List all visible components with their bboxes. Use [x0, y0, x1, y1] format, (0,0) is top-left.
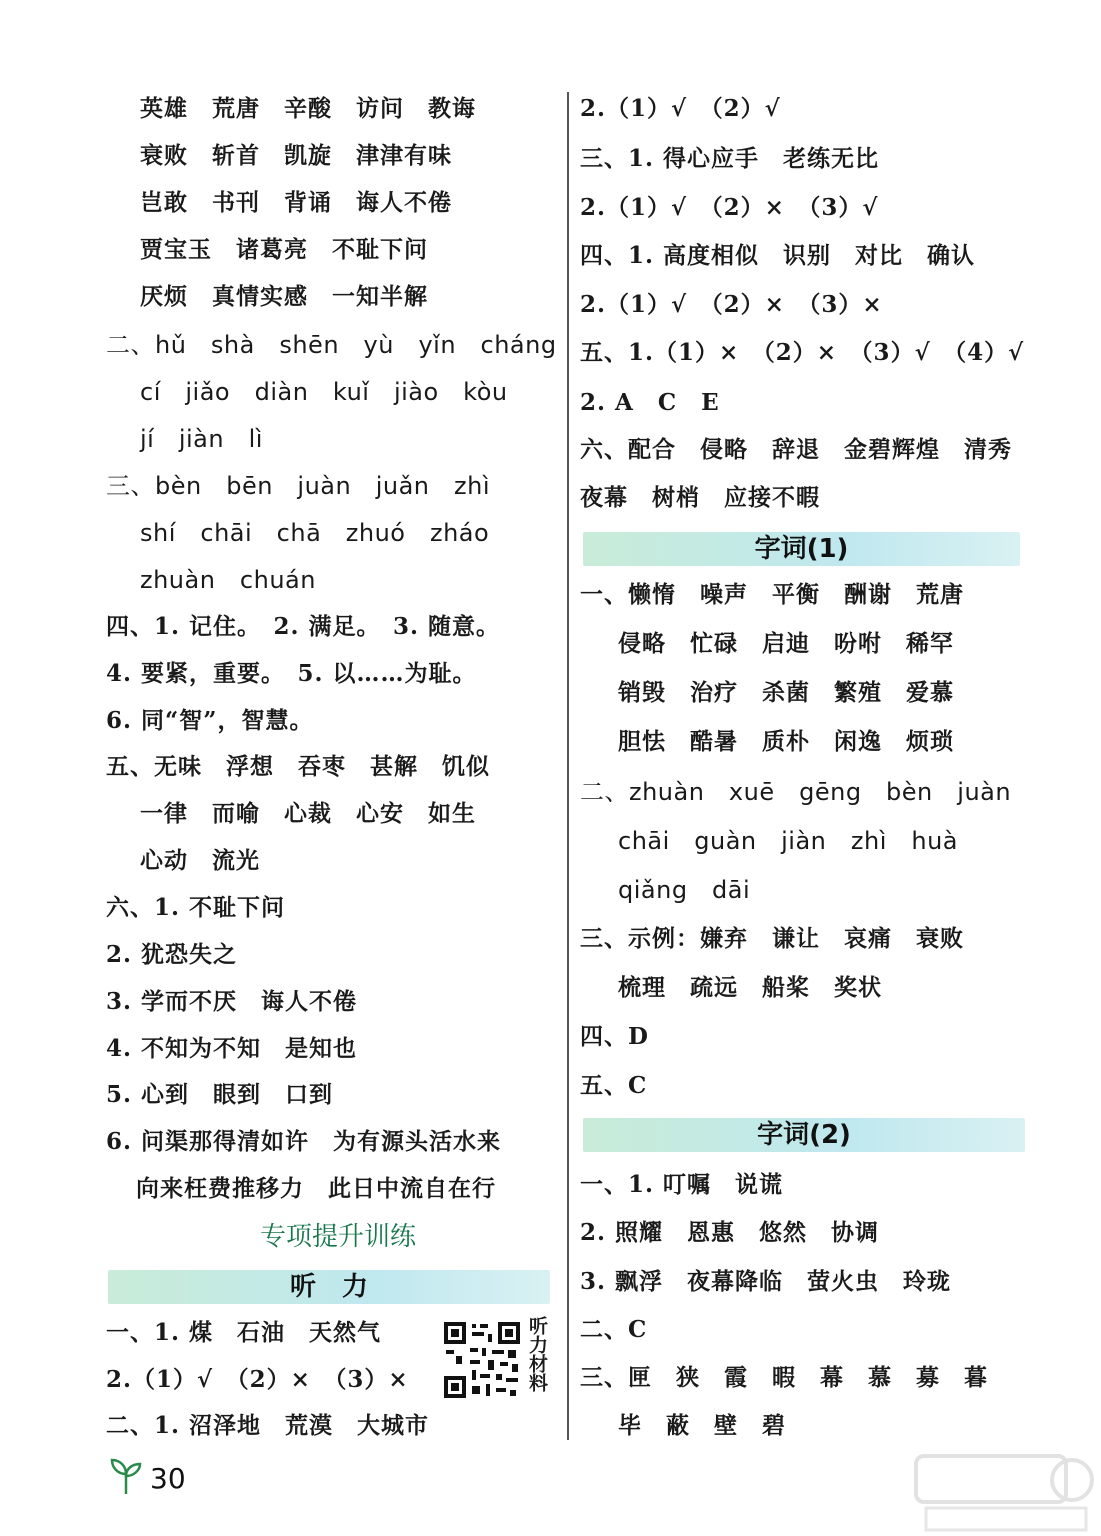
answer-line: 衰败 斩首 凯旋 津津有味 [140, 142, 452, 169]
answer-line: 4. 不知为不知 是知也 [106, 1035, 358, 1062]
band-title: 听 力 [289, 1272, 368, 1302]
answer-line: 三、1. 得心应手 老练无比 [580, 145, 880, 172]
answer-line: 三、示例：嫌弃 谦让 哀痛 衰败 [580, 925, 964, 952]
answer-line: 2. A C E [580, 389, 720, 416]
answer-line: 侵略 忙碌 启迪 吩咐 稀罕 [618, 630, 954, 657]
pinyin-line: 二、hǔ shà shēn yù yǐn cháng [106, 331, 557, 359]
answer-line: 6. 问渠那得清如许 为有源头活水来 [106, 1128, 502, 1155]
answer-line: 四、1. 高度相似 识别 对比 确认 [580, 242, 976, 269]
band-title: 字词(2) [757, 1120, 851, 1150]
watermark-logo-icon [912, 1450, 1094, 1534]
pinyin-line: jí jiàn lì [140, 425, 263, 453]
answer-line: 五、1.（1）× （2）× （3）√ （4）√ [580, 339, 1025, 366]
answer-line: 2.（1）√ （2）× （3）× [580, 291, 883, 318]
answer-line: 2. 照耀 恩惠 悠然 协调 [580, 1219, 880, 1246]
qr-label: 听力材料 [526, 1316, 548, 1392]
answer-line: 2.（1）√ （2）√ [580, 95, 781, 122]
answer-line: 四、D [580, 1023, 649, 1050]
answer-line: 3. 飘浮 夜幕降临 萤火虫 玲珑 [580, 1268, 952, 1295]
page-number: 30 [150, 1462, 186, 1495]
answer-line: 一、1. 叮嘱 说谎 [580, 1171, 784, 1198]
answer-line: 3. 学而不厌 诲人不倦 [106, 988, 358, 1015]
pinyin-line: chāi guàn jiàn zhì huà [618, 827, 959, 855]
answer-line: 2. 犹恐失之 [106, 941, 238, 968]
pinyin-line: cí jiǎo diàn kuǐ jiào kòu [140, 378, 508, 406]
answer-line: 4. 要紧，重要。 5. 以……为耻。 [106, 660, 477, 687]
answer-line: 一律 而喻 心裁 心安 如生 [140, 800, 476, 827]
pinyin-line: 三、bèn bēn juàn juǎn zhì [106, 472, 490, 500]
answer-line: 五、C [580, 1072, 648, 1099]
answer-line: 六、1. 不耻下问 [106, 894, 286, 921]
pinyin-line: 二、zhuàn xuē gēng bèn juàn [580, 778, 1012, 806]
answer-line: 四、1. 记住。 2. 满足。 3. 随意。 [106, 613, 501, 640]
answer-line: 五、无味 浮想 吞枣 甚解 饥似 [106, 753, 490, 780]
answer-line: 2.（1）√ （2）× （3）× [106, 1366, 409, 1393]
sprout-icon [108, 1456, 144, 1496]
pinyin-line: qiǎng dāi [618, 876, 751, 904]
answer-line: 心动 流光 [140, 847, 260, 874]
answer-line: 2.（1）√ （2）× （3）√ [580, 194, 879, 221]
answer-line: 一、1. 煤 石油 天然气 [106, 1319, 382, 1346]
qr-code-icon[interactable] [442, 1320, 522, 1400]
answer-line: 六、配合 侵略 辞退 金碧辉煌 清秀 [580, 436, 1012, 463]
pinyin-line: zhuàn chuán [140, 566, 316, 594]
answer-line: 毕 蔽 壁 碧 [618, 1412, 786, 1439]
answer-line: 6. 同“智”，智慧。 [106, 707, 314, 734]
answer-line: 贾宝玉 诸葛亮 不耻下问 [140, 236, 428, 263]
answer-line: 向来枉费推移力 此日中流自在行 [136, 1175, 496, 1202]
answer-line: 三、匣 狭 霞 暇 幕 慕 募 暮 [580, 1364, 988, 1391]
answer-line: 夜幕 树梢 应接不暇 [580, 484, 820, 511]
answer-line: 梳理 疏远 船桨 奖状 [618, 974, 882, 1001]
answer-line: 二、1. 沼泽地 荒漠 大城市 [106, 1412, 430, 1439]
pinyin-line: shí chāi chā zhuó zháo [140, 519, 490, 547]
answer-line: 5. 心到 眼到 口到 [106, 1081, 334, 1108]
answer-line: 厌烦 真情实感 一知半解 [140, 283, 428, 310]
answer-line: 英雄 荒唐 辛酸 访问 教诲 [140, 95, 476, 122]
answer-line: 胆怯 酷暑 质朴 闲逸 烦琐 [618, 728, 954, 755]
band-title: 字词(1) [754, 534, 849, 564]
answer-line: 岂敢 书刊 背诵 诲人不倦 [140, 189, 452, 216]
answer-line: 销毁 治疗 杀菌 繁殖 爱慕 [618, 679, 954, 706]
answer-line: 一、懒惰 噪声 平衡 酬谢 荒唐 [580, 581, 964, 608]
answer-line: 二、C [580, 1316, 648, 1343]
section-title: 专项提升训练 [259, 1222, 416, 1252]
